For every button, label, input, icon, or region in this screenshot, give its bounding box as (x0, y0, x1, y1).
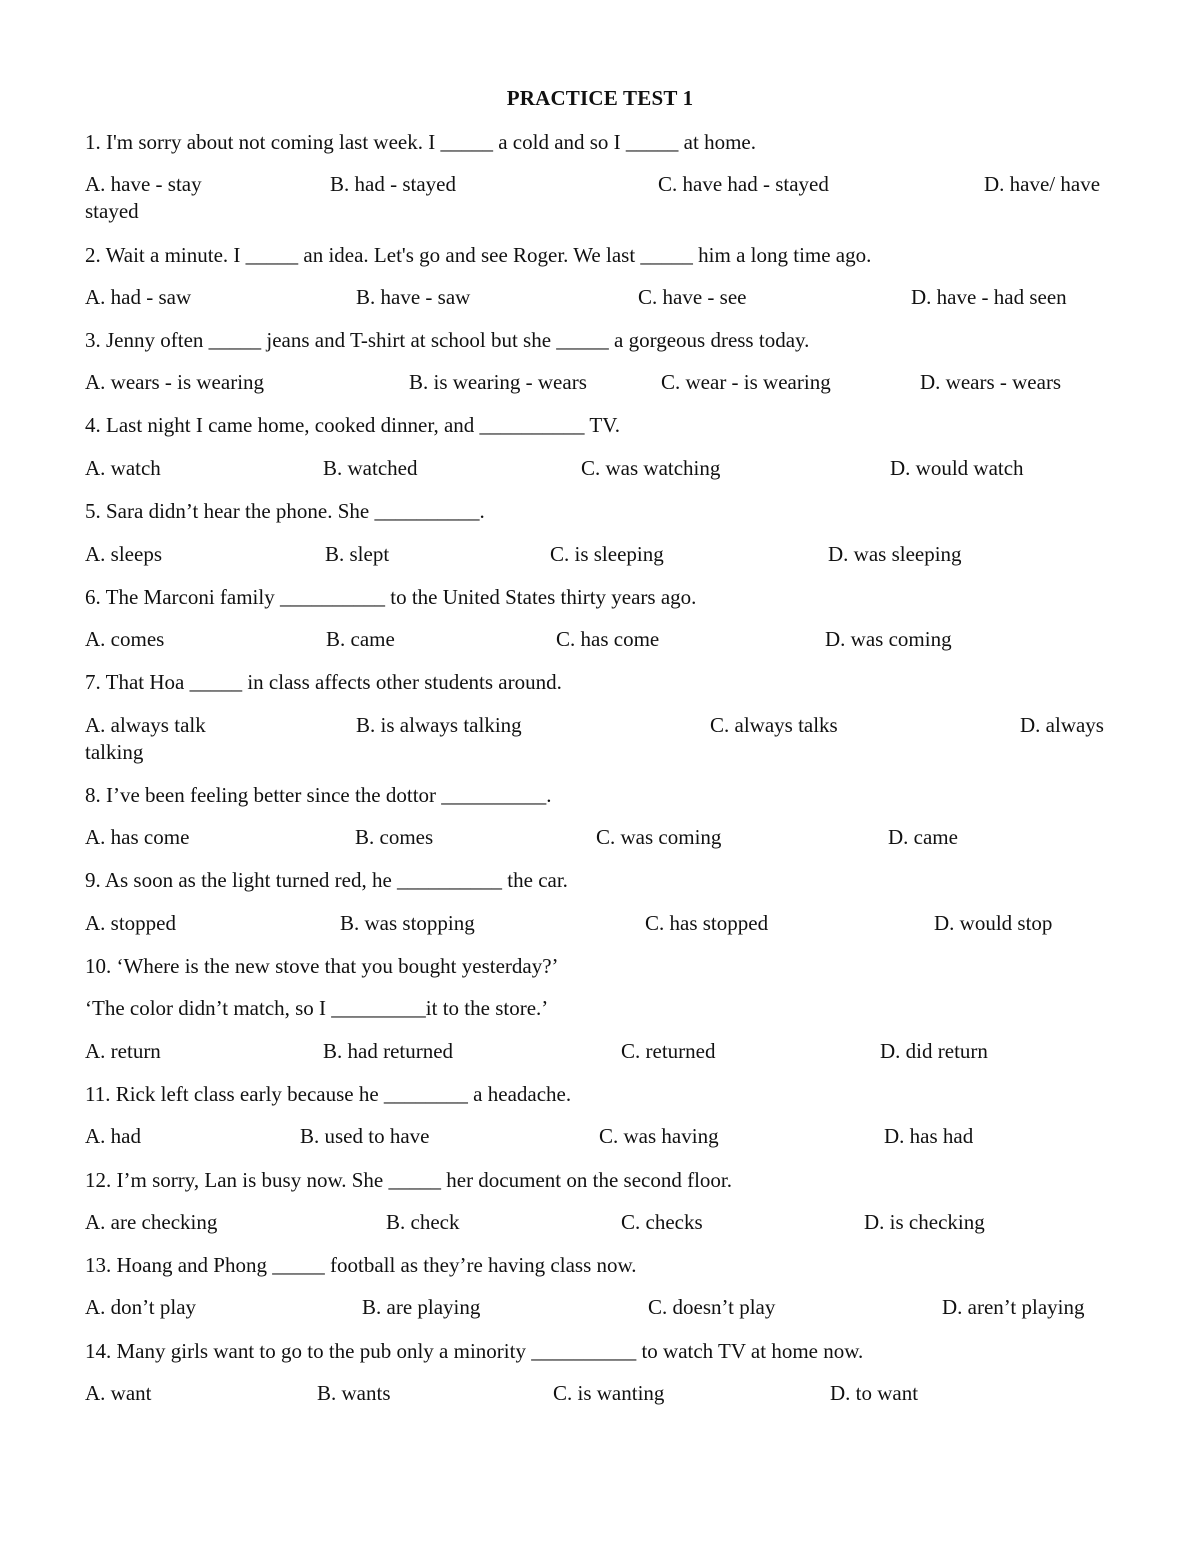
q7-option-a: A. always talk (85, 713, 206, 737)
question-3: 3. Jenny often _____ jeans and T-shirt at school but she _____ a gorgeous dress today. (85, 328, 810, 352)
q1-option-a: A. have - stay (85, 172, 202, 196)
question-9: 9. As soon as the light turned red, he __________ the car. (85, 868, 568, 892)
q6-option-d: D. was coming (825, 627, 952, 651)
q8-option-c: C. was coming (596, 825, 722, 849)
q6-option-c: C. has come (556, 627, 660, 651)
question-14: 14. Many girls want to go to the pub only a minority __________ to watch TV at home now. (85, 1339, 864, 1363)
q10-option-a: A. return (85, 1039, 161, 1063)
question-1: 1. I'm sorry about not coming last week. I _____ a cold and so I _____ at home. (85, 130, 756, 154)
q8-option-b: B. comes (355, 825, 434, 849)
q9-option-d: D. would stop (934, 911, 1053, 935)
q10-option-d: D. did return (880, 1039, 988, 1063)
q3-option-a: A. wears - is wearing (85, 370, 265, 394)
q11-option-a: A. had (85, 1124, 141, 1148)
question-12: 12. I’m sorry, Lan is busy now. She _____ her document on the second floor. (85, 1168, 733, 1192)
q8-option-d: D. came (888, 825, 958, 849)
question-10: 10. ‘Where is the new stove that you bought yesterday?’ (85, 954, 559, 978)
question-5: 5. Sara didn’t hear the phone. She __________. (85, 499, 485, 523)
q7-option-d-continued: talking (85, 740, 144, 764)
q9-option-c: C. has stopped (645, 911, 769, 935)
q1-option-b: B. had - stayed (330, 172, 456, 196)
q14-option-d: D. to want (830, 1381, 919, 1405)
q12-option-c: C. checks (621, 1210, 703, 1234)
q4-option-d: D. would watch (890, 456, 1024, 480)
q8-option-a: A. has come (85, 825, 190, 849)
q2-option-d: D. have - had seen (911, 285, 1067, 309)
q2-option-c: C. have - see (638, 285, 747, 309)
q6-option-a: A. comes (85, 627, 165, 651)
q4-option-b: B. watched (323, 456, 418, 480)
q13-option-b: B. are playing (362, 1295, 481, 1319)
q10-option-b: B. had returned (323, 1039, 454, 1063)
q14-option-c: C. is wanting (553, 1381, 665, 1405)
q4-option-c: C. was watching (581, 456, 721, 480)
q11-option-c: C. was having (599, 1124, 719, 1148)
q3-option-b: B. is wearing - wears (409, 370, 587, 394)
q3-option-d: D. wears - wears (920, 370, 1062, 394)
q7-option-c: C. always talks (710, 713, 838, 737)
page-title: PRACTICE TEST 1 (506, 86, 694, 110)
q14-option-b: B. wants (317, 1381, 391, 1405)
q13-option-a: A. don’t play (85, 1295, 197, 1319)
q13-option-d: D. aren’t playing (942, 1295, 1085, 1319)
question-7: 7. That Hoa _____ in class affects other students around. (85, 670, 562, 694)
q12-option-a: A. are checking (85, 1210, 218, 1234)
q12-option-b: B. check (386, 1210, 460, 1234)
question-2: 2. Wait a minute. I _____ an idea. Let's go and see Roger. We last _____ him a long time ago. (85, 243, 872, 267)
q5-option-d: D. was sleeping (828, 542, 962, 566)
q14-option-a: A. want (85, 1381, 152, 1405)
q1-option-c: C. have had - stayed (658, 172, 829, 196)
q7-option-b: B. is always talking (356, 713, 522, 737)
q3-option-c: C. wear - is wearing (661, 370, 831, 394)
question-6: 6. The Marconi family __________ to the United States thirty years ago. (85, 585, 697, 609)
q6-option-b: B. came (326, 627, 395, 651)
q5-option-c: C. is sleeping (550, 542, 664, 566)
q13-option-c: C. doesn’t play (648, 1295, 776, 1319)
q2-option-a: A. had - saw (85, 285, 192, 309)
q5-option-b: B. slept (325, 542, 390, 566)
q5-option-a: A. sleeps (85, 542, 162, 566)
question-11: 11. Rick left class early because he ________ a headache. (85, 1082, 572, 1106)
q11-option-d: D. has had (884, 1124, 974, 1148)
q9-option-a: A. stopped (85, 911, 176, 935)
q12-option-d: D. is checking (864, 1210, 985, 1234)
q4-option-a: A. watch (85, 456, 161, 480)
q1-option-d-continued: stayed (85, 199, 139, 223)
q11-option-b: B. used to have (300, 1124, 430, 1148)
q1-option-d: D. have/ have (984, 172, 1101, 196)
question-8: 8. I’ve been feeling better since the dottor __________. (85, 783, 552, 807)
q10-option-c: C. returned (621, 1039, 716, 1063)
question-4: 4. Last night I came home, cooked dinner, and __________ TV. (85, 413, 620, 437)
question-13: 13. Hoang and Phong _____ football as they’re having class now. (85, 1253, 637, 1277)
q7-option-d: D. always (1020, 713, 1104, 737)
q2-option-b: B. have - saw (356, 285, 471, 309)
question-10-reply: ‘The color didn’t match, so I _________it to the store.’ (85, 996, 549, 1020)
q9-option-b: B. was stopping (340, 911, 475, 935)
